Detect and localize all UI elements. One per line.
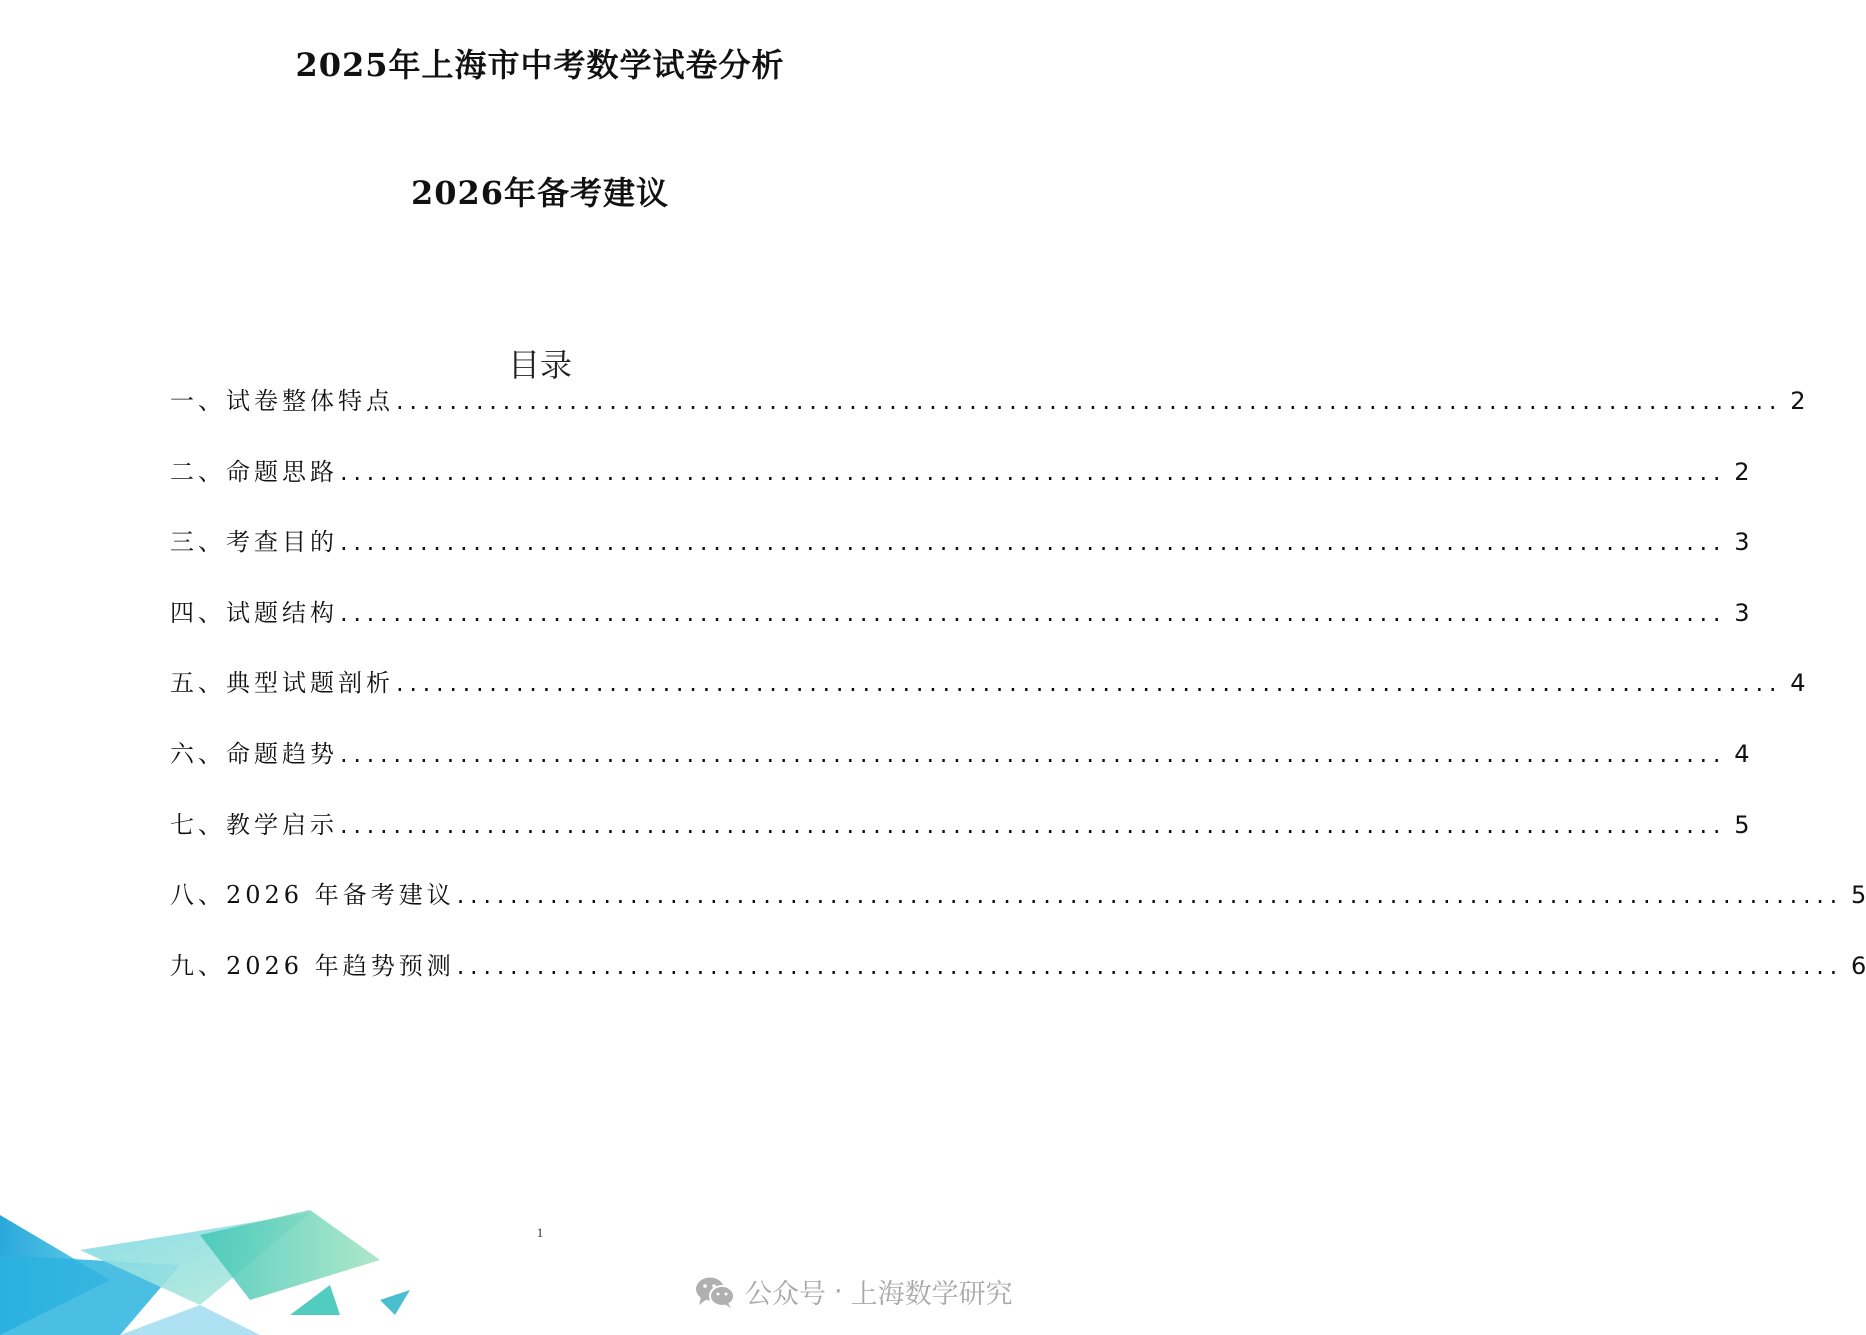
- toc-entry[interactable]: [170, 804, 1750, 875]
- toc-entry-label: 三、考查目的: [170, 528, 338, 557]
- toc-entry-label: 六、命题趋势: [170, 739, 338, 768]
- toc-entry-label: 七、教学启示: [170, 810, 338, 839]
- toc-heading: 目录: [507, 346, 572, 384]
- toc-leader-dots: ........................................................................................................: [340, 739, 1727, 768]
- watermark-prefix: 公众号: [745, 1279, 826, 1310]
- toc-entry-label: 九、2026 年趋势预测: [170, 951, 455, 980]
- toc-entry[interactable]: [170, 521, 1750, 592]
- toc-entry-page: 5: [1850, 881, 1866, 910]
- toc-entry-page: 4: [1734, 739, 1750, 768]
- toc-entry-label: 二、命题思路: [170, 457, 338, 486]
- toc-entry[interactable]: [170, 874, 1866, 945]
- toc-entry-page: 6: [1850, 951, 1866, 980]
- document-subtitle: 2026年备考建议: [410, 174, 670, 212]
- decor-triangle: [380, 1290, 410, 1315]
- watermark-separator: ·: [834, 1276, 843, 1307]
- toc-entry-label: 八、2026 年备考建议: [170, 881, 455, 910]
- toc-entry-page: 3: [1734, 598, 1750, 627]
- toc-leader-dots: ........................................................................................................: [340, 810, 1727, 839]
- toc-leader-dots: ........................................................................................................: [340, 598, 1727, 627]
- wechat-icon: [695, 1275, 735, 1309]
- decor-triangle: [290, 1285, 340, 1315]
- toc-leader-dots: ........................................................................................................: [396, 669, 1783, 698]
- toc-leader-dots: ........................................................................................................: [340, 528, 1727, 557]
- toc-entry[interactable]: [170, 380, 1806, 451]
- document-title: 2025年上海市中考数学试卷分析: [295, 46, 785, 84]
- page-number: 1: [536, 1225, 544, 1240]
- toc-entry-label: 四、试题结构: [170, 598, 338, 627]
- toc-entry-page: 2: [1734, 457, 1750, 486]
- toc-entry-page: 4: [1790, 669, 1806, 698]
- toc-entry[interactable]: [170, 733, 1750, 804]
- watermark: [695, 1272, 1013, 1311]
- toc-leader-dots: ........................................................................................................: [456, 881, 1843, 910]
- watermark-account-name: 上海数学研究: [850, 1279, 1013, 1310]
- toc-entry[interactable]: [170, 592, 1750, 663]
- toc-entry-page: 5: [1734, 810, 1750, 839]
- toc-entry-page: 2: [1790, 387, 1806, 415]
- decor-triangle: [200, 1210, 380, 1300]
- toc-leader-dots: ........................................................................................................: [340, 457, 1727, 486]
- toc-entry-label: 一、试卷整体特点: [170, 387, 394, 415]
- table-of-contents: [170, 380, 1866, 1015]
- toc-leader-dots: ........................................................................................................: [396, 387, 1783, 415]
- toc-entry[interactable]: [170, 662, 1806, 733]
- decorative-triangles: [0, 1195, 430, 1335]
- toc-entry[interactable]: [170, 451, 1750, 522]
- toc-entry-page: 3: [1734, 528, 1750, 557]
- toc-entry-label: 五、典型试题剖析: [170, 669, 394, 698]
- toc-leader-dots: ........................................................................................................: [456, 951, 1843, 980]
- toc-entry[interactable]: [170, 945, 1866, 1016]
